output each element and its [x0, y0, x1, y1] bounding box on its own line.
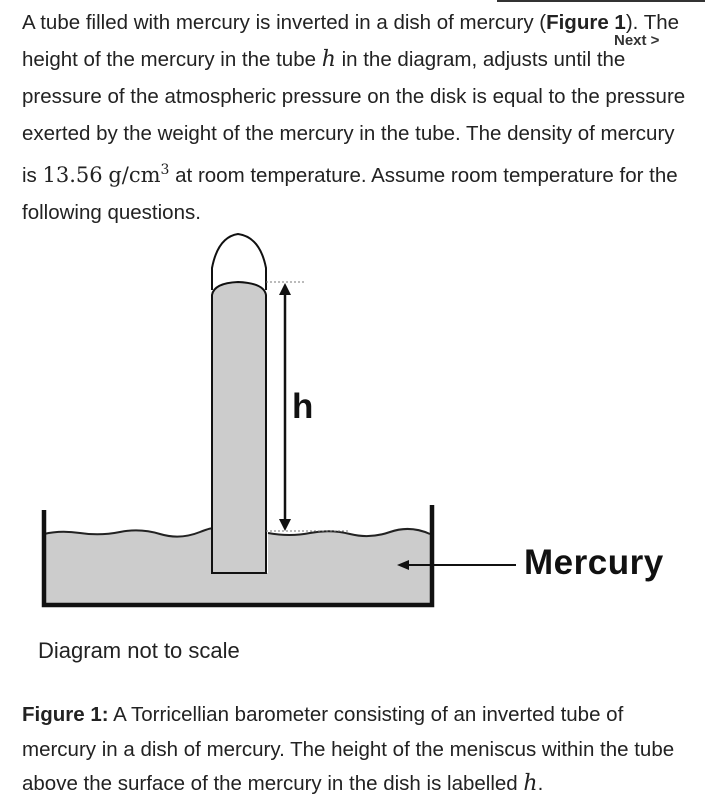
tube-mercury-column	[212, 282, 266, 573]
caption-text: A Torricellian barometer consisting of an inverted tube of mercury in a dish of mercury. The height of the meniscus within the tube above the surface of the mercury in the dish is labelled	[22, 703, 675, 795]
density-unit: g/cm	[108, 162, 161, 187]
height-arrow-head-up	[279, 283, 291, 295]
height-label: h	[292, 387, 314, 426]
question-intro	[22, 4, 687, 231]
intro-text-4: at room temperature. Assume room temperature for the following questions.	[22, 163, 678, 224]
intro-text-2: ). The height of the mercury in the tube	[22, 11, 680, 71]
density-exponent: 3	[160, 162, 170, 178]
caption-h-symbol: h	[523, 771, 538, 796]
figure-caption	[22, 698, 702, 802]
caption-label: Figure 1:	[22, 703, 109, 726]
next-button[interactable]: Next >	[614, 32, 660, 49]
mercury-label: Mercury	[524, 543, 664, 582]
intro-text-1: A tube filled with mercury is inverted in a dish of mercury (	[22, 11, 547, 34]
density-value: 13.56	[42, 162, 103, 187]
caption-end: .	[537, 772, 544, 795]
figure-1-link[interactable]: Figure 1	[546, 11, 626, 34]
top-divider	[497, 0, 705, 2]
intro-text-3: in the diagram, adjusts until the pressure of the atmospheric pressure on the disk is equal to the pressure exerted by the weight of the mercury in the tube. The density of mercury is	[22, 48, 686, 187]
h-symbol: h	[321, 47, 336, 72]
scale-note: Diagram not to scale	[38, 638, 240, 663]
height-arrow-head-down	[279, 519, 291, 531]
